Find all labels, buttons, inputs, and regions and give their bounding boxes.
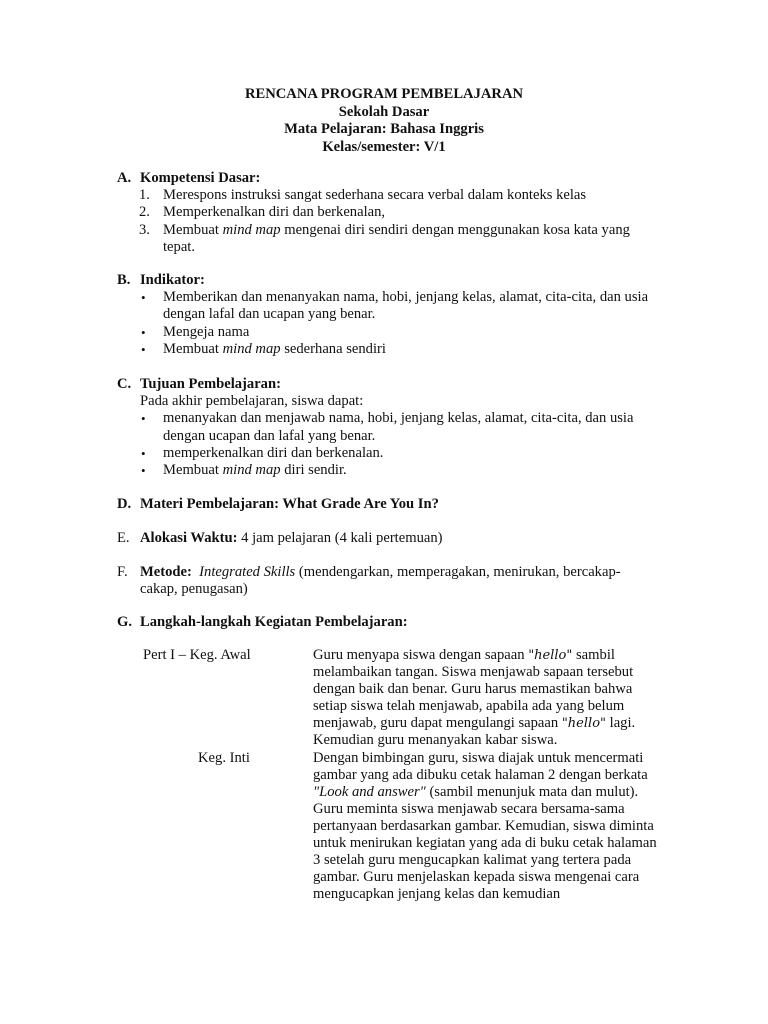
section-title: Alokasi Waktu: bbox=[140, 530, 238, 546]
list-number: 1. bbox=[139, 187, 150, 204]
section-heading bbox=[117, 272, 657, 289]
activity-description bbox=[313, 750, 663, 904]
section-tujuan-pembelajaran bbox=[117, 376, 657, 479]
section-text: 4 jam pelajaran (4 kali pertemuan) bbox=[237, 530, 443, 546]
list-number: 3. bbox=[139, 221, 150, 238]
list-item bbox=[117, 222, 657, 256]
section-heading bbox=[117, 376, 657, 393]
activity-text-part: sambil melambaikan tangan. Siswa menjawab sapaan tersebut dengan baik dan benar. Guru harus memastikan bahwa setiap siswa telah menjawab, apabila ada yang belum menjawab, guru dapat mengulangi sapaan bbox=[313, 647, 634, 732]
bullet-icon: • bbox=[141, 324, 146, 340]
section-langkah-kegiatan bbox=[117, 614, 657, 631]
activity-label: Keg. Inti bbox=[198, 749, 250, 766]
list-item-text: Membuat bbox=[163, 462, 223, 479]
list-item-text: diri sendir. bbox=[280, 462, 347, 479]
section-title: Materi Pembelajaran: What Grade Are You In? bbox=[140, 496, 439, 512]
quoted-term: "hello" bbox=[528, 648, 573, 663]
section-letter: E. bbox=[117, 530, 130, 546]
list-item-text: memperkenalkan diri dan berkenalan. bbox=[163, 444, 384, 461]
section-letter: D. bbox=[117, 496, 132, 512]
list-item-text: Memberikan dan menanyakan nama, hobi, jenjang kelas, alamat, cita-cita, dan usia dengan lafal dan ucapan yang benar. bbox=[163, 289, 649, 323]
list-item bbox=[117, 445, 657, 462]
school-level: Sekolah Dasar bbox=[338, 103, 430, 120]
list-number: 2. bbox=[139, 204, 150, 221]
section-letter: G. bbox=[117, 614, 132, 630]
activity-label: Pert I – Keg. Awal bbox=[143, 647, 251, 663]
list-item-text: menanyakan dan menjawab nama, hobi, jenjang kelas, alamat, cita-cita, dan usia dengan ucapan dan lafal yang benar. bbox=[163, 410, 634, 444]
list-item-text: Mengeja nama bbox=[163, 323, 250, 340]
list-item bbox=[117, 204, 657, 221]
section-title: Metode: bbox=[140, 564, 192, 580]
list-item-text: Membuat bbox=[163, 221, 223, 238]
class-semester: Kelas/semester: V/1 bbox=[322, 138, 446, 155]
quoted-term: "hello" bbox=[561, 716, 606, 732]
section-metode bbox=[117, 564, 657, 598]
section-title: Indikator: bbox=[140, 272, 205, 288]
activity-text-part: Dengan bimbingan guru, siswa diajak untuk mencermati gambar yang ada dibuku cetak halaman 2 dengan berkata bbox=[313, 749, 648, 783]
list-item-text: mengenai diri sendiri dengan menggunakan kosa kata yang tepat. bbox=[163, 221, 630, 255]
bullet-icon: • bbox=[141, 411, 146, 427]
list-item bbox=[117, 289, 657, 323]
list-item-text: sederhana sendiri bbox=[280, 340, 386, 357]
section-letter: A. bbox=[117, 170, 132, 186]
list-item bbox=[117, 187, 657, 204]
section-letter: F. bbox=[117, 564, 128, 580]
list-item bbox=[117, 410, 657, 444]
section-indikator bbox=[117, 272, 657, 358]
bullet-icon: • bbox=[141, 463, 146, 479]
italic-term: mind map bbox=[222, 462, 281, 479]
bullet-icon: • bbox=[141, 445, 146, 461]
document-title-block bbox=[0, 86, 768, 156]
section-heading bbox=[117, 170, 657, 187]
list-item bbox=[117, 462, 657, 479]
italic-term: mind map bbox=[222, 221, 281, 238]
bullet-icon: • bbox=[141, 341, 146, 357]
italic-term: mind map bbox=[222, 340, 281, 357]
section-heading bbox=[117, 564, 657, 598]
list-item-text: Memperkenalkan diri dan berkenalan, bbox=[163, 204, 386, 221]
section-title: Tujuan Pembelajaran: bbox=[140, 376, 281, 392]
subject: Mata Pelajaran: Bahasa Inggris bbox=[284, 121, 484, 137]
list-item bbox=[117, 341, 657, 358]
activity-table bbox=[143, 647, 663, 903]
section-intro: Pada akhir pembelajaran, siswa dapat: bbox=[140, 393, 364, 410]
activity-description bbox=[313, 647, 663, 750]
activity-text-part: (sambil menunjuk mata dan mulut). Guru meminta siswa menjawab secara bersama-sama pertanyaan berdasarkan gambar. Kemudian, siswa diminta untuk menirukan kegiatan yang ada di buku cetak halaman 3 setelah guru mengucapkan kalimat yang tertera pada gambar. Guru menjelaskan kepada siswa mengenai cara mengucapkan jenjang kelas dan kemudian bbox=[313, 783, 657, 903]
list-item-text: Merespons instruksi sangat sederhana secara verbal dalam konteks kelas bbox=[163, 187, 587, 204]
bullet-icon: • bbox=[141, 290, 146, 306]
quoted-term: "Look and answer" bbox=[313, 783, 426, 800]
section-letter: B. bbox=[117, 272, 131, 288]
activity-row bbox=[143, 647, 663, 750]
section-heading bbox=[117, 496, 657, 513]
section-letter: C. bbox=[117, 376, 132, 392]
list-item-text: Membuat bbox=[163, 340, 223, 357]
activity-text-part: lagi. Kemudian guru menanyakan kabar siswa. bbox=[313, 715, 636, 749]
section-alokasi-waktu bbox=[117, 530, 657, 547]
section-materi-pembelajaran bbox=[117, 496, 657, 513]
section-heading bbox=[117, 530, 657, 547]
numbered-list bbox=[117, 187, 657, 256]
section-title: Kompetensi Dasar: bbox=[140, 170, 261, 186]
activity-row bbox=[143, 750, 663, 904]
section-title: Langkah-langkah Kegiatan Pembelajaran: bbox=[140, 614, 408, 630]
document-title: RENCANA PROGRAM PEMBELAJARAN bbox=[244, 86, 524, 102]
bullet-list bbox=[117, 410, 657, 479]
italic-term: Integrated Skills bbox=[199, 564, 296, 580]
activity-text-part: Guru menyapa siswa dengan sapaan bbox=[313, 647, 529, 663]
list-item bbox=[117, 324, 657, 341]
section-kompetensi-dasar bbox=[117, 170, 657, 256]
section-text: (mendengarkan, memperagakan, menirukan, bercakap-cakap, penugasan) bbox=[140, 564, 621, 598]
bullet-list bbox=[117, 289, 657, 358]
section-heading bbox=[117, 614, 657, 631]
